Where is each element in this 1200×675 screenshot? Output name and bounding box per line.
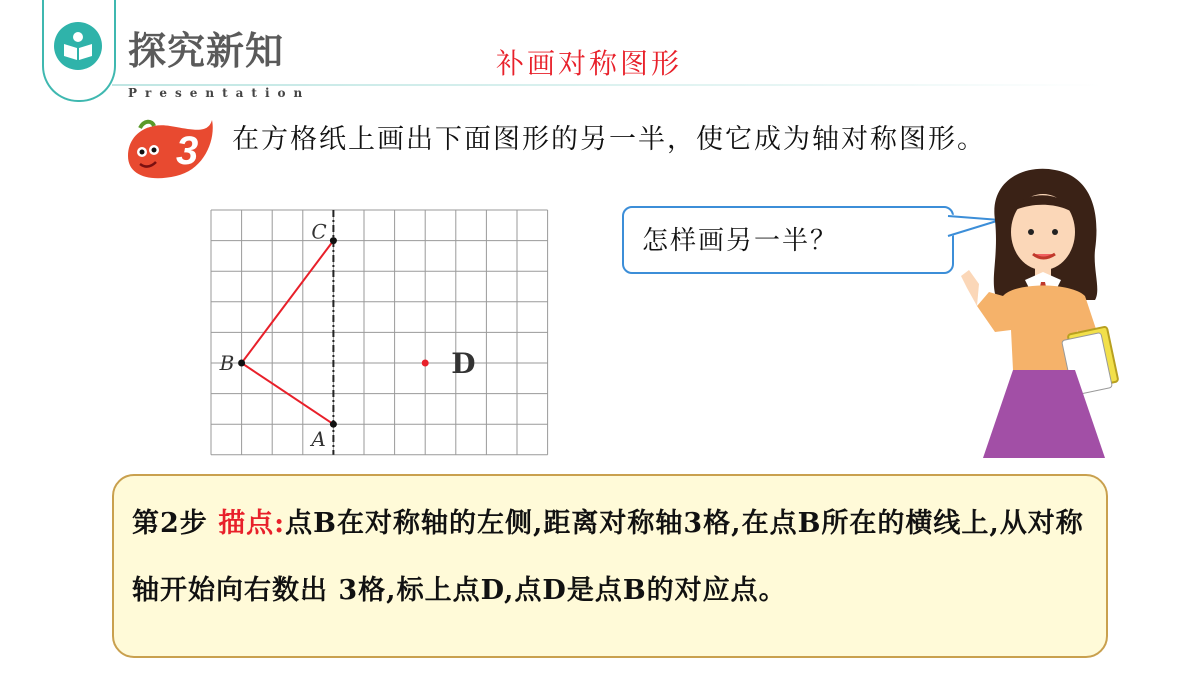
point-C bbox=[330, 237, 337, 244]
grid-figure bbox=[200, 200, 570, 470]
reader-book-icon bbox=[54, 22, 102, 70]
teacher-illustration bbox=[955, 160, 1130, 460]
question-number: 3 bbox=[176, 129, 199, 173]
point-D bbox=[422, 360, 429, 367]
point-B bbox=[238, 360, 245, 367]
page-subtitle-en: Presentation bbox=[128, 86, 311, 100]
question-text: 在方格纸上画出下面图形的另一半，使它成为轴对称图形。 bbox=[232, 124, 986, 155]
step-explanation-box bbox=[112, 474, 1108, 658]
step-text bbox=[132, 490, 1092, 624]
step-body: 点B在对称轴的左侧,距离对称轴3格,在点B所在的横线上,从对称轴开始向右数出 3格,标上点D,点D是点B的对应点。 bbox=[132, 508, 1084, 606]
speech-bubble bbox=[622, 206, 954, 274]
bubble-text: 怎样画另一半？ bbox=[642, 226, 839, 256]
step-keyword: 描点: bbox=[218, 508, 286, 539]
page-title: 探究新知 bbox=[128, 29, 285, 73]
lesson-topic: 补画对称图形 bbox=[496, 47, 683, 80]
question-number-badge bbox=[118, 112, 218, 192]
point-label-D: D bbox=[451, 347, 476, 380]
point-label-A: A bbox=[311, 427, 326, 452]
point-label-B: B bbox=[219, 351, 235, 375]
point-label-C: C bbox=[311, 219, 327, 244]
step-prefix: 第2步 bbox=[132, 508, 219, 539]
point-A bbox=[330, 421, 337, 428]
